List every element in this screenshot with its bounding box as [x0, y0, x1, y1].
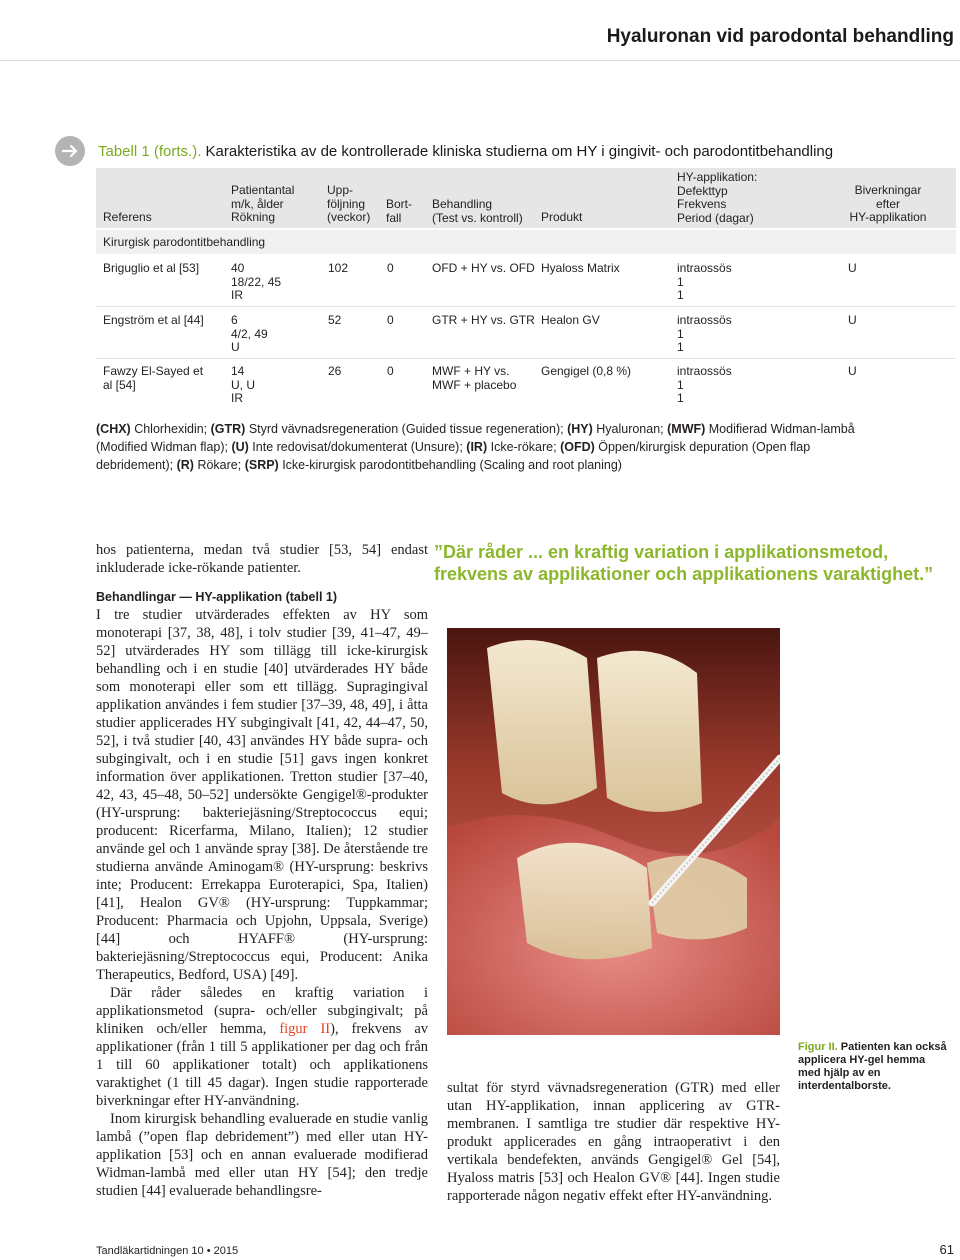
table-section-label: Kirurgisk parodontitbehandling	[103, 235, 266, 249]
body-column-left	[96, 541, 428, 1200]
cell-side-effects: U	[848, 261, 857, 275]
footnote-abbr: (GTR)	[210, 422, 246, 436]
cell-dropout: 0	[387, 364, 394, 378]
footnote-text: Chlorhexidin;	[130, 422, 211, 436]
col-header-side-effects: Biverkningar efter HY-applikation	[849, 183, 927, 224]
footnote-text: Öppen/kirurgisk depuration (Open flap debridement);	[96, 440, 811, 472]
col-header-dropout: Bort- fall	[386, 197, 413, 225]
page-number: 61	[939, 1242, 954, 1257]
figure-reference-link[interactable]: figur II	[279, 1021, 331, 1037]
cell-side-effects: U	[848, 313, 857, 327]
cell-dropout: 0	[387, 261, 394, 275]
footnote-abbr: (OFD)	[560, 440, 595, 454]
col-header-product: Produkt	[541, 210, 583, 224]
col-header-ref: Referens	[103, 210, 152, 224]
cell-treatment: OFD + HY vs. OFD	[432, 261, 535, 275]
footnote-abbr: (CHX)	[96, 422, 131, 436]
body-paragraph	[96, 984, 428, 1110]
table-section-row	[96, 230, 956, 254]
figure-caption	[798, 1041, 948, 1093]
figure-caption-text: Patienten kan också applicera HY-gel hemma med hjälp av en interdentalborste.	[798, 1041, 947, 1092]
table-caption	[98, 143, 833, 160]
cell-ref: Briguglio et al [53]	[103, 261, 200, 275]
footnote-abbr: (IR)	[466, 440, 488, 454]
footer-journal: Tandläkartidningen 10 • 2015	[96, 1245, 239, 1257]
footnote-text: Styrd vävnadsregeneration (Guided tissue regeneration);	[245, 422, 568, 436]
cell-patients: 40 18/22, 45 IR	[231, 261, 282, 302]
header-rule	[0, 60, 960, 61]
footnote-text: Hyaluronan;	[592, 422, 668, 436]
cell-application: intraossös 1 1	[677, 364, 732, 405]
footnote-abbr: (R)	[176, 458, 194, 472]
col-header-patients: Patientantal m/k, ålder Rökning	[231, 183, 295, 224]
cell-product: Gengigel (0,8 %)	[541, 364, 632, 378]
figure-label: Figur II.	[798, 1041, 838, 1053]
footnote-text: Inte redovisat/dokumenterat (Unsure);	[248, 440, 467, 454]
body-text: ), frekvens av applikationer (från 1 till 5 applikationer per dag och från 1 till 60 applikationer totalt) och applikationens varaktighet (1 till 45 dagar). Ingen studie rapporterade biverkningar efter HY-användning.	[96, 1021, 429, 1109]
footnote-text: Modifierad Widman-lambå (Modified Widman flap);	[96, 422, 855, 454]
footnote-abbr: (U)	[231, 440, 249, 454]
cell-followup: 26	[328, 364, 342, 378]
continue-arrow-icon	[55, 136, 85, 166]
body-paragraph: I tre studier utvärderades effekten av HY som monoterapi [37, 38, 48], i tolv studier [39, 41–47, 49–52] utvärderades HY som tillägg till icke-kirurgisk behandling och i en studie [40] utvärderades HY både som monoterapi eller som ett tillägg. Supragingival applikation användes i fem studier [37–39, 48, 49], i åtta studier applicerades HY subgingivalt [41, 42, 44–47, 50, 52], i två studier [40, 43] användes HY både supra- och subgingivalt, och i en studie [51] gavs ingen konkret information över applikationen. Tretton studier [37–40, 42, 43, 45–48, 50–52] undersökte Gengigel®-produkter (HY-ursprung: bakteriejäsning/Streptococcus equi; producent: Ricerfarma, Milano, Italien); 12 studier använde gel och 1 använde spray [38]. De återstående tre studierna använde Aminogam® (HY-ursprung: beskrivs inte; Producent: Errekappa Euroterapici, Spa, Italien) [41], Healon GV® (HY-ursprung: Tuppkammar; Producent: Pharmacia och Upjohn, Uppsala, Sverige) [44] och HYAFF® (HY-ursprung: bakteriejäsning/Streptococcus equi, Producent: Anika Therapeutics, Bedford, USA) [49].	[96, 607, 428, 983]
cell-application: intraossös 1 1	[677, 313, 732, 354]
cell-treatment: MWF + HY vs. MWF + placebo	[432, 364, 517, 392]
table-header	[96, 168, 956, 228]
cell-followup: 52	[328, 313, 342, 327]
col-header-application: HY-applikation: Defekttyp Frekvens Period (dagar)	[677, 170, 758, 225]
body-paragraph: hos patienterna, medan två studier [53, 54] endast inkluderade icke-rökande patienter.	[96, 542, 428, 576]
footnote-abbr: (HY)	[567, 422, 593, 436]
cell-application: intraossös 1 1	[677, 261, 732, 302]
body-text: Där råder således en kraftig variation i applikationsmetod (supra- och/eller subgingivalt; på kliniken och/eller hemma,	[96, 985, 428, 1037]
footnote-text: Rökare;	[193, 458, 245, 472]
footnote-abbr: (MWF)	[667, 422, 706, 436]
table-caption-text: Karakteristika av de kontrollerade kliniska studierna om HY i gingivit- och parodontitbehandling	[201, 143, 834, 160]
section-subhead: Behandlingar — HY-applikation (tabell 1)	[96, 590, 338, 604]
row-separator	[96, 306, 956, 307]
cell-dropout: 0	[387, 313, 394, 327]
footnote-text: Icke-kirurgisk parodontitbehandling (Scaling and root planing)	[278, 458, 622, 472]
row-separator	[96, 358, 956, 359]
table-footnote	[96, 420, 886, 474]
cell-product: Healon GV	[541, 313, 600, 327]
footnote-text: Icke-rökare;	[487, 440, 561, 454]
col-header-treatment: Behandling (Test vs. kontroll)	[432, 197, 523, 225]
running-head: Hyaluronan vid parodontal behandling	[606, 26, 954, 47]
cell-followup: 102	[328, 261, 349, 275]
cell-patients: 6 4/2, 49 U	[231, 313, 268, 354]
footnote-abbr: (SRP)	[244, 458, 279, 472]
body-paragraph: Inom kirurgisk behandling evaluerade en studie vanlig lambå (”open flap debridement”) med eller utan HY-applikation [53] och en annan evaluerade modifierad Widman-lambå med eller utan HY [54]; den tredje studien [44] evaluerade behandlingsre-	[96, 1111, 428, 1199]
cell-side-effects: U	[848, 364, 857, 378]
pull-quote: ”Där råder ... en kraftig variation i applikationsmetod, frekvens av applikationer och applikationens varaktighet.”	[434, 542, 934, 584]
table-caption-label: Tabell 1 (forts.).	[98, 143, 202, 160]
col-header-followup: Upp- följning (veckor)	[327, 183, 371, 224]
cell-product: Hyaloss Matrix	[541, 261, 620, 275]
cell-treatment: GTR + HY vs. GTR	[432, 313, 535, 327]
cell-patients: 14 U, U IR	[231, 364, 255, 405]
figure-photo	[447, 628, 780, 1035]
cell-ref: Fawzy El-Sayed et al [54]	[103, 364, 204, 392]
cell-ref: Engström et al [44]	[103, 313, 204, 327]
body-column-right: sultat för styrd vävnadsregeneration (GTR) med eller utan HY-applikation, innan applicering av GTR-membranen. I samtliga tre studier där respektive HY-produkt applicerades en gång intraoperativt i den vertikala bendefekten, används Gengigel® Gel [54], Hyaloss matris [53] och Healon GV® [44]. Ingen studie rapporterade någon negativ effekt efter HY-användning.	[447, 1080, 780, 1204]
